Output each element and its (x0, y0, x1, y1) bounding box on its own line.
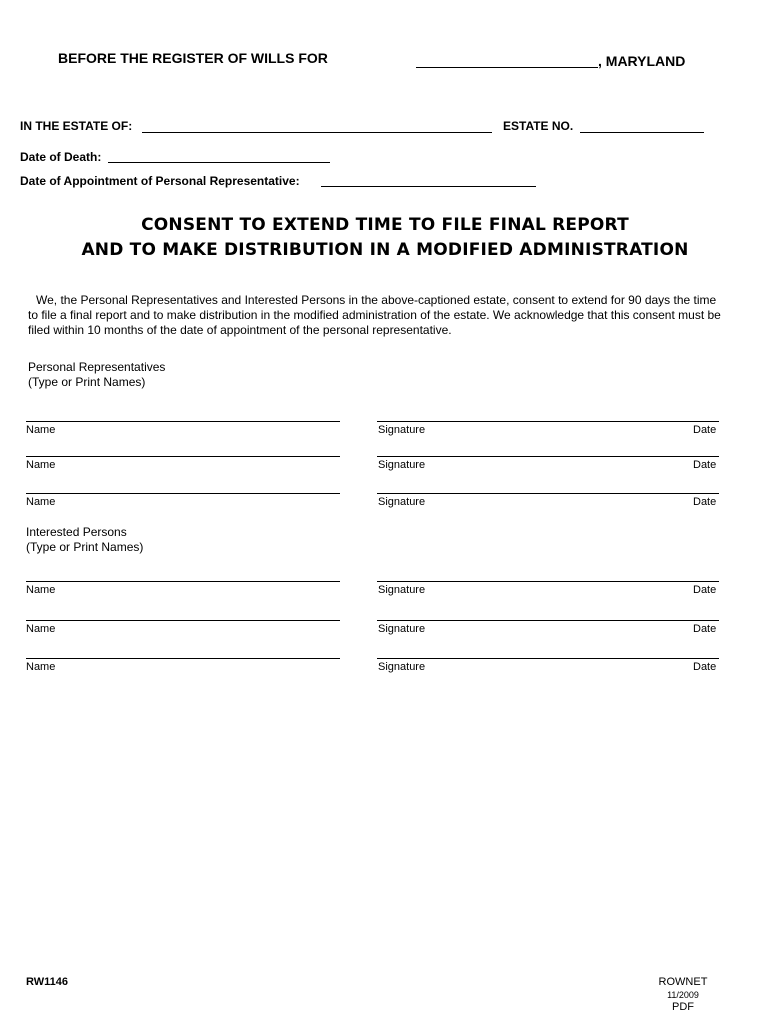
date-label: Date (693, 584, 717, 596)
signature-label: Signature (378, 584, 426, 596)
pr-signature-line-3[interactable] (377, 493, 719, 494)
interested-persons-subheading: (Type or Print Names) (26, 540, 144, 554)
footer-format: PDF (672, 1001, 694, 1013)
pr-signature-line-1[interactable] (377, 421, 719, 422)
ip-name-line-1[interactable] (26, 581, 340, 582)
signature-label: Signature (378, 661, 426, 673)
pr-name-line-1[interactable] (26, 421, 340, 422)
form-id: RW1146 (26, 976, 68, 988)
interested-persons-heading: Interested Persons (26, 525, 127, 539)
register-heading: BEFORE THE REGISTER OF WILLS FOR (58, 50, 328, 66)
date-of-death-field[interactable] (108, 162, 330, 163)
name-label: Name (26, 661, 56, 673)
signature-label: Signature (378, 496, 426, 508)
name-label: Name (26, 496, 56, 508)
name-label: Name (26, 584, 56, 596)
date-label: Date (693, 496, 717, 508)
pr-signature-line-2[interactable] (377, 456, 719, 457)
state-label: , MARYLAND (598, 53, 686, 69)
form-title-line-1: CONSENT TO EXTEND TIME TO FILE FINAL REPORT (141, 215, 629, 235)
ip-signature-line-3[interactable] (377, 658, 719, 659)
ip-name-line-3[interactable] (26, 658, 340, 659)
county-field[interactable] (416, 67, 598, 68)
pr-name-line-3[interactable] (26, 493, 340, 494)
estate-no-label: ESTATE NO. (503, 119, 574, 133)
date-label: Date (693, 459, 717, 471)
name-label: Name (26, 424, 56, 436)
form-title-line-2: AND TO MAKE DISTRIBUTION IN A MODIFIED ADMINISTRATION (81, 240, 689, 260)
date-of-death-label: Date of Death: (20, 150, 102, 164)
date-label: Date (693, 424, 717, 436)
name-label: Name (26, 459, 56, 471)
footer-source: ROWNET (658, 976, 708, 988)
ip-signature-line-2[interactable] (377, 620, 719, 621)
date-of-appointment-field[interactable] (321, 186, 536, 187)
footer-revision: 11/2009 (667, 990, 699, 1000)
ip-signature-line-1[interactable] (377, 581, 719, 582)
consent-paragraph: We, the Personal Representatives and Interested Persons in the above-captioned estate, consent to extend for 90 days the time to file a final report and to make distribution in the modified administration of the estate. We acknowledge that this consent must be filed within 10 months of the date of appointment of the personal representative. (28, 293, 721, 337)
date-label: Date (693, 661, 717, 673)
estate-of-label: IN THE ESTATE OF: (20, 119, 133, 133)
estate-of-field[interactable] (142, 132, 492, 133)
estate-no-field[interactable] (580, 132, 704, 133)
name-label: Name (26, 623, 56, 635)
personal-reps-subheading: (Type or Print Names) (28, 375, 146, 389)
date-label: Date (693, 623, 717, 635)
personal-reps-heading: Personal Representatives (28, 360, 166, 374)
signature-label: Signature (378, 623, 426, 635)
date-of-appointment-label: Date of Appointment of Personal Representative: (20, 174, 300, 188)
signature-label: Signature (378, 424, 426, 436)
signature-label: Signature (378, 459, 426, 471)
ip-name-line-2[interactable] (26, 620, 340, 621)
pr-name-line-2[interactable] (26, 456, 340, 457)
